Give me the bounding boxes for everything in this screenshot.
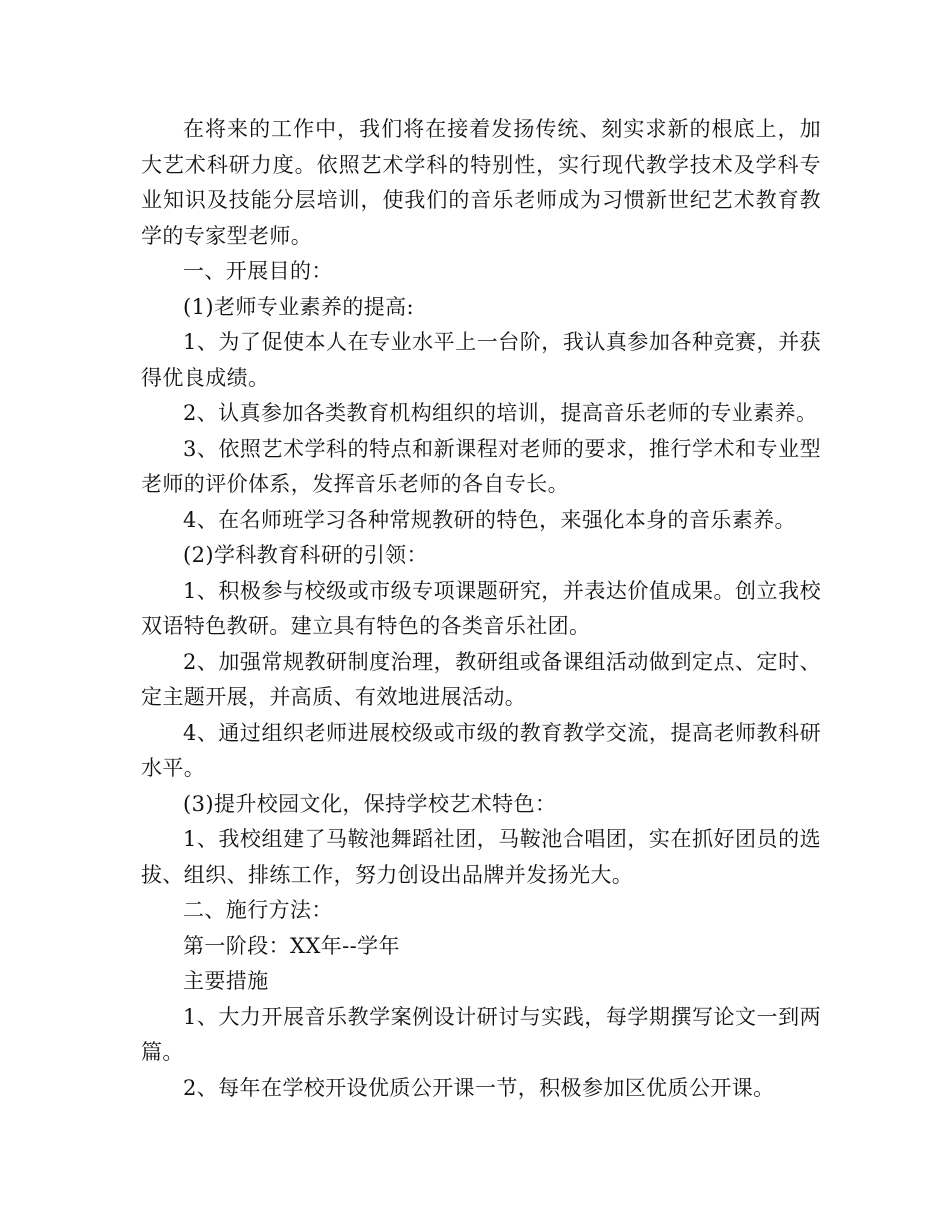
paragraph-item: 1、积极参与校级或市级专项课题研究，并表达价值成果。创立我校双语特色教研。建立具有特色的各类音乐社团。 xyxy=(141,578,821,638)
subheading-teacher-quality: (1)老师专业素养的提高: xyxy=(183,294,415,319)
document-body xyxy=(141,112,821,1106)
subheading-campus-culture: (3)提升校园文化，保持学校艺术特色： xyxy=(183,791,557,816)
stage-label: 第一阶段：XX年--学年 xyxy=(183,933,400,958)
subheading-research-lead: (2)学科教育科研的引领： xyxy=(183,543,428,567)
paragraph-item: 2、认真参加各类教育机构组织的培训，提高音乐老师的专业素养。 xyxy=(183,401,818,425)
paragraph-item: 1、大力开展音乐教学案例设计研讨与实践，每学期撰写论文一到两篇。 xyxy=(141,1004,821,1064)
paragraph-item: 2、每年在学校开设优质公开课一节，积极参加区优质公开课。 xyxy=(183,1075,775,1100)
heading-goals: 一、开展目的： xyxy=(183,259,333,283)
paragraph-item: 4、在名师班学习各种常规教研的特色，来强化本身的音乐素养。 xyxy=(183,507,796,532)
paragraph-item: 4、通过组织老师进展校级或市级的教育教学交流，提高老师教科研水平。 xyxy=(141,720,821,780)
paragraph-item: 3、依照艺术学科的特点和新课程对老师的要求，推行学术和专业型老师的评价体系，发挥音乐老师的各自专长。 xyxy=(141,436,821,496)
paragraph-item: 2、加强常规教研制度治理，教研组或备课组活动做到定点、定时、定主题开展，并高质、有效地进展活动。 xyxy=(141,649,821,709)
heading-methods: 二、施行方法： xyxy=(183,898,333,922)
paragraph-item: 1、我校组建了马鞍池舞蹈社团，马鞍池合唱团，实在抓好团员的选拔、组织、排练工作，努力创设出品牌并发扬光大。 xyxy=(141,827,821,887)
paragraph-intro: 在将来的工作中，我们将在接着发扬传统、刻实求新的根底上，加大艺术科研力度。依照艺术学科的特别性，实行现代教学技术及学科专业知识及技能分层培训，使我们的音乐老师成为习惯新世纪艺术教育教学的专家型老师。 xyxy=(141,117,821,248)
measures-label: 主要措施 xyxy=(183,969,269,993)
paragraph-item: 1、为了促使本人在专业水平上一台阶，我认真参加各种竞赛，并获得优良成绩。 xyxy=(141,330,821,390)
